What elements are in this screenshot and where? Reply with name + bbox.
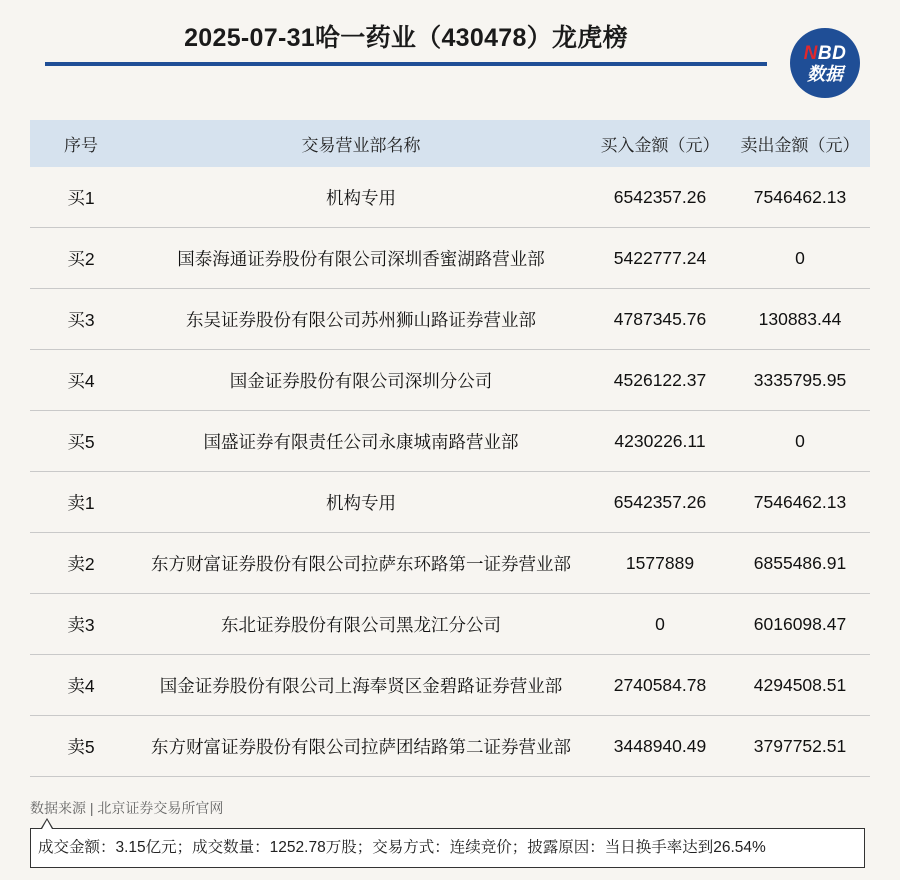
cell-sell-amount: 7546462.13 (730, 167, 870, 228)
cell-sell-amount: 4294508.51 (730, 655, 870, 716)
table-row (30, 533, 870, 594)
title-underline (45, 62, 767, 66)
cell-branch-name: 国金证券股份有限公司深圳分公司 (132, 350, 590, 411)
table-row (30, 228, 870, 289)
cell-seq: 卖4 (30, 655, 132, 716)
cell-sell-amount: 130883.44 (730, 289, 870, 350)
cell-branch-name: 东方财富证券股份有限公司拉萨团结路第二证券营业部 (132, 716, 590, 777)
column-header-sell: 卖出金额（元） (730, 120, 870, 167)
cell-seq: 买5 (30, 411, 132, 472)
cell-seq: 卖5 (30, 716, 132, 777)
cell-buy-amount: 5422777.24 (590, 228, 730, 289)
table-row (30, 289, 870, 350)
cell-buy-amount: 6542357.26 (590, 472, 730, 533)
table-row (30, 594, 870, 655)
cell-sell-amount: 6855486.91 (730, 533, 870, 594)
cell-buy-amount: 4230226.11 (590, 411, 730, 472)
trade-summary-note: 成交金额：3.15亿元；成交数量：1252.78万股；交易方式：连续竞价；披露原因：当日换手率达到26.54% (30, 828, 865, 868)
note-pointer-fill (42, 820, 52, 829)
cell-buy-amount: 3448940.49 (590, 716, 730, 777)
page-title: 2025-07-31哈一药业（430478）龙虎榜 (184, 24, 628, 52)
table-row (30, 411, 870, 472)
cell-sell-amount: 6016098.47 (730, 594, 870, 655)
cell-seq: 买4 (30, 350, 132, 411)
column-header-seq: 序号 (30, 120, 132, 167)
cell-branch-name: 国盛证券有限责任公司永康城南路营业部 (132, 411, 590, 472)
dragon-tiger-table (30, 120, 870, 777)
cell-seq: 买1 (30, 167, 132, 228)
data-source: 数据来源 | 北京证券交易所官网 (30, 800, 224, 816)
logo-text-nbd: NBD (803, 42, 847, 64)
cell-buy-amount: 0 (590, 594, 730, 655)
column-header-buy: 买入金额（元） (590, 120, 730, 167)
cell-sell-amount: 3797752.51 (730, 716, 870, 777)
table-row (30, 350, 870, 411)
table-row (30, 167, 870, 228)
table-row (30, 655, 870, 716)
cell-buy-amount: 6542357.26 (590, 167, 730, 228)
cell-branch-name: 东北证券股份有限公司黑龙江分公司 (132, 594, 590, 655)
cell-seq: 买2 (30, 228, 132, 289)
cell-sell-amount: 0 (730, 228, 870, 289)
cell-seq: 卖1 (30, 472, 132, 533)
cell-branch-name: 机构专用 (132, 472, 590, 533)
cell-buy-amount: 4787345.76 (590, 289, 730, 350)
cell-sell-amount: 7546462.13 (730, 472, 870, 533)
column-header-branch: 交易营业部名称 (132, 120, 590, 167)
nbd-logo (790, 28, 860, 98)
cell-sell-amount: 0 (730, 411, 870, 472)
cell-branch-name: 东方财富证券股份有限公司拉萨东环路第一证券营业部 (132, 533, 590, 594)
table-row (30, 716, 870, 777)
cell-buy-amount: 2740584.78 (590, 655, 730, 716)
cell-branch-name: 机构专用 (132, 167, 590, 228)
cell-branch-name: 国泰海通证券股份有限公司深圳香蜜湖路营业部 (132, 228, 590, 289)
cell-buy-amount: 4526122.37 (590, 350, 730, 411)
logo-text-data: 数据 (807, 63, 843, 84)
cell-branch-name: 东吴证券股份有限公司苏州狮山路证券营业部 (132, 289, 590, 350)
cell-seq: 买3 (30, 289, 132, 350)
cell-buy-amount: 1577889 (590, 533, 730, 594)
cell-seq: 卖3 (30, 594, 132, 655)
cell-sell-amount: 3335795.95 (730, 350, 870, 411)
cell-branch-name: 国金证券股份有限公司上海奉贤区金碧路证券营业部 (132, 655, 590, 716)
table-header-row (30, 120, 870, 167)
table-row (30, 472, 870, 533)
cell-seq: 卖2 (30, 533, 132, 594)
